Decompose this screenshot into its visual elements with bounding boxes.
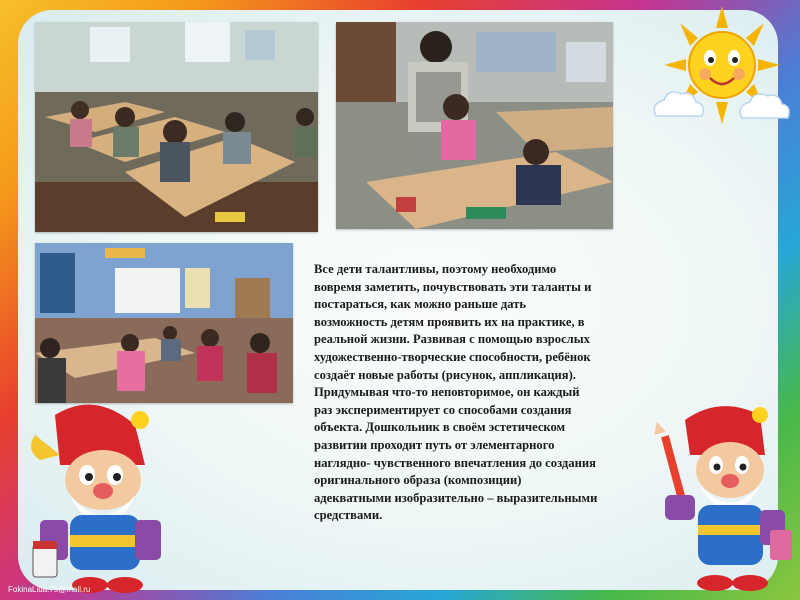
body-line: Все дети талантливы, поэтому необходимо [314,262,557,276]
body-line: наглядно- чувственного впечатления до создания [314,455,596,470]
classroom-photo-3 [35,243,293,403]
body-line: Придумывая что-то неповторимое, он каждый [314,385,580,400]
body-line: создаёт новые работы (рисунок, аппликация). [314,367,576,382]
gnome-left-illustration [15,395,190,595]
body-line: развитии проходит путь от элементарного [314,437,555,452]
body-line: художественно-творческие способности, ребёнок [314,349,591,364]
body-line: реальной жизни. Развивая с помощью взрослых [314,332,590,347]
body-line: раз экспериментирует со способами создания [314,402,572,417]
credit-text: FokinaLida.75@mail.ru [8,585,91,594]
body-line: вовремя заметить, почувствовать эти таланты и [314,279,592,294]
body-line: возможность детям проявить их на практике, в [314,314,585,329]
gnome-right-illustration [650,395,800,595]
body-line: постараться, как можно раньше дать [314,297,527,312]
classroom-photo-1 [35,22,318,232]
sun-illustration [650,6,795,126]
body-line: средствами. [314,508,383,523]
body-line: оригинального образа (композиции) [314,473,522,488]
body-text [314,261,664,525]
classroom-photo-2 [336,22,613,229]
body-line: адекватными изобразительно – выразительными [314,490,598,505]
body-line: объекта. Дошкольник в своём эстетическом [314,420,566,435]
